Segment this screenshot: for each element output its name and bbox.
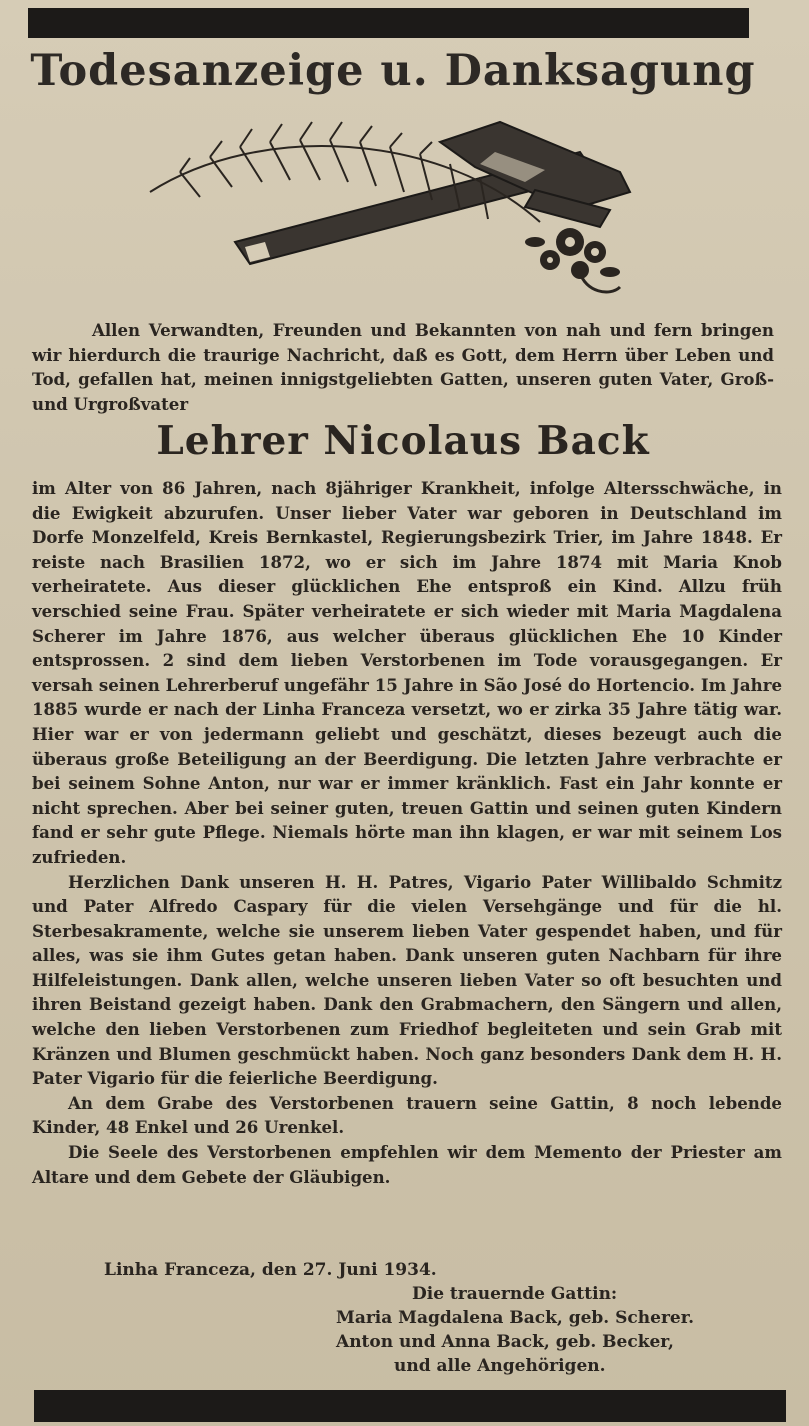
signature-relatives: und alle Angehörigen.	[394, 1356, 606, 1376]
cross-with-palm-branch-and-flowers-icon	[140, 112, 660, 312]
biography-paragraph: im Alter von 86 Jahren, nach 8jähriger Krankheit, infolge Altersschwäche, in die Ewigkeit abzurufen. Unser lieber Vater war geboren in Deutschland im Dorfe Monzelfeld, Kreis Bernkastel, Regierungsbezirk Trier, im Jahre 1848. Er reiste nach Brasilien 1872, wo er sich im Jahre 1874 mit Maria Knob verheiratete. Aus dieser glücklichen Ehe entsproß ein Kind. Allzu früh verschied seine Frau. Später verheiratete er sich wieder mit Maria Magdalena Scherer im Jahre 1876, aus welcher überaus glücklichen Ehe 10 Kinder entsprossen. 2 sind dem lieben Verstorbenen im Tode vorausgegangen. Er versah seinen Lehrerberuf ungefähr 15 Jahre in São José do Hortencio. Im Jahre 1885 wurde er nach der Linha Franceza versetzt, wo er zirka 35 Jahre tätig war. Hier war er von jedermann geliebt und geschätzt, dieses bezeugt auch die überaus große Beteiligung an der Beerdigung. Die letzten Jahre verbrachte er bei seinem Sohne Anton, nur war er immer kränklich. Fast ein Jahr konnte er nicht sprechen. Aber bei seiner guten, treuen Gattin und seinen guten Kindern fand er sehr gute Pflege. Niemals hörte man ihn klagen, er war mit seinem Los zufrieden.	[32, 478, 782, 867]
top-border-rule	[28, 8, 749, 38]
signature-heading: Die trauernde Gattin:	[412, 1284, 618, 1304]
bottom-border-rule	[34, 1390, 786, 1422]
intro-text: Allen Verwandten, Freunden und Bekannten von nah und fern bringen wir hierdurch die traurige Nachricht, daß es Gott, dem Herrn über Leben und Tod, gefallen hat, meinen innigstgeliebten Gatten, unseren guten Vater, Groß- und Urgroßvater	[32, 320, 774, 414]
deceased-name: Lehrer Nicolaus Back	[156, 418, 650, 464]
thanks-paragraph: Herzlichen Dank unseren H. H. Patres, Vigario Pater Willibaldo Schmitz und Pater Alfredo Caspary für die vielen Versehgänge und für die hl. Sterbesakramente, welche sie unserem lieben Vater gespendet haben, und für alles, was sie ihm Gutes getan haben. Dank unseren guten Nachbarn für ihre Hilfeleistungen. Dank allen, welche unseren lieben Vater so oft besuchten und ihren Beistand gezeigt haben. Dank den Grabmachern, den Sängern und allen, welche den lieben Verstorbenen zum Friedhof begleiteten und sein Grab mit Kränzen und Blumen geschmückt haben. Noch ganz besonders Dank dem H. H. Pater Vigario für die feierliche Beerdigung.	[32, 871, 782, 1089]
prayer-paragraph: Die Seele des Verstorbenen empfehlen wir dem Memento der Priester am Altare und dem Gebete der Gläubigen.	[32, 1142, 782, 1187]
signature-widow: Maria Magdalena Back, geb. Scherer.	[336, 1308, 695, 1328]
notice-title: Todesanzeige u. Danksagung	[30, 46, 756, 96]
notice-body	[32, 476, 782, 1189]
intro-paragraph	[32, 318, 774, 416]
mourners-paragraph: An dem Grabe des Verstorbenen trauern seine Gattin, 8 noch lebende Kinder, 48 Enkel und 26 Urenkel.	[32, 1092, 782, 1138]
place-and-date: Linha Franceza, den 27. Juni 1934.	[104, 1260, 437, 1280]
signature-son: Anton und Anna Back, geb. Becker,	[336, 1332, 674, 1352]
